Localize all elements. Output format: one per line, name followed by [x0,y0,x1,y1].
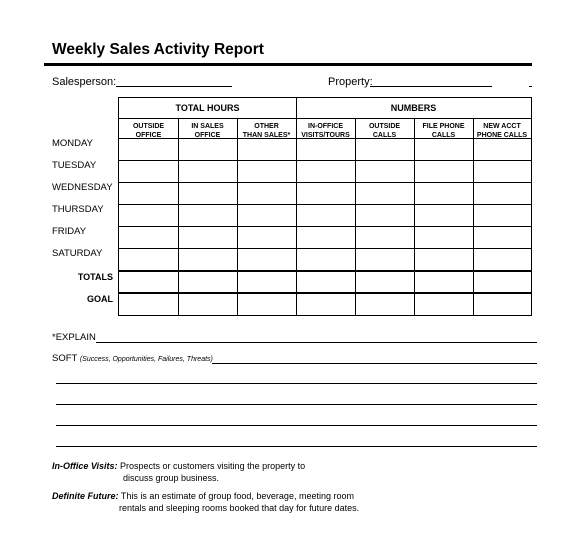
property-label: Property: [328,76,373,88]
grid-vline [178,118,179,315]
group-total-hours: TOTAL HOURS [175,103,240,113]
explain-label: *EXPLAIN [52,332,96,343]
note-definite-title: Definite Future: [52,491,119,501]
note-definite [52,490,359,514]
note-inoffice-line2: discuss group business. [123,473,220,483]
day-friday: FRIDAY [52,226,87,237]
day-tuesday: TUESDAY [52,160,97,171]
grid-hline [119,204,531,205]
grid-hline [119,292,531,294]
col-header-line: OUTSIDE [132,123,165,130]
col-header-line: CALLS [431,132,456,139]
property-field-end [529,86,532,87]
group-numbers: NUMBERS [390,103,437,113]
day-thursday: THURSDAY [52,204,104,215]
title-rule [44,63,532,66]
col-header-line: OFFICE [135,132,162,139]
property-field[interactable] [370,86,492,87]
grid-hline [119,270,531,272]
col-other-than-sales [237,122,296,140]
col-header-line: IN-OFFICE [308,123,343,130]
col-header-line: OFFICE [194,132,221,139]
salesperson-label: Salesperson: [52,76,117,88]
col-header-line: CALLS [372,132,397,139]
col-file-phone-calls [414,122,473,140]
note-definite-line2: rentals and sleeping rooms booked that day for future dates. [119,503,360,513]
col-outside-calls [355,122,414,140]
note-text: Prospects or customers visiting the property to [120,461,306,471]
col-header-line: THAN SALES* [242,132,291,139]
soft-line-extra[interactable] [56,446,537,447]
note-inoffice [52,460,305,484]
soft-line-extra[interactable] [56,404,537,405]
col-in-sales-office [178,122,237,140]
salesperson-field[interactable] [116,86,232,87]
col-header-line: VISITS/TOURS [301,132,350,139]
note-text: This is an estimate of group food, beverage, meeting room [120,491,354,501]
soft-line[interactable] [212,363,537,364]
col-header-line: FILE PHONE [422,123,465,130]
col-header-line: OUTSIDE [368,123,401,130]
note-inoffice-line1 [52,460,305,472]
soft-label-row [52,353,213,364]
col-header-line: OTHER [254,123,279,130]
col-header-line: NEW ACCT [483,123,521,130]
col-outside-office [119,122,178,140]
col-header-line: IN SALES [191,123,224,130]
soft-line-extra[interactable] [56,383,537,384]
soft-hint: (Success, Opportunities, Failures, Threats) [79,356,213,363]
col-header-line: PHONE CALLS [476,132,528,139]
grid-vline [237,118,238,315]
grid-hline [119,160,531,161]
grid-hline [119,226,531,227]
day-saturday: SATURDAY [52,248,103,259]
grid-vline [355,118,356,315]
grid-hline [119,182,531,183]
grid-hline [119,118,531,119]
activity-grid [118,97,532,316]
note-definite-line1 [52,490,359,502]
explain-line[interactable] [96,342,537,343]
goal-label: GOAL [87,294,113,304]
day-wednesday: WEDNESDAY [52,182,113,193]
report-title: Weekly Sales Activity Report [52,41,264,58]
totals-label: TOTALS [77,272,113,282]
grid-vline [473,118,474,315]
col-in-office-visits [296,122,355,140]
col-new-acct-phone-calls [473,122,531,140]
grid-hline [119,248,531,249]
soft-line-extra[interactable] [56,425,537,426]
soft-label: SOFT [52,353,78,364]
note-inoffice-title: In-Office Visits: [52,461,118,471]
day-monday: MONDAY [52,138,93,149]
grid-vline [414,118,415,315]
